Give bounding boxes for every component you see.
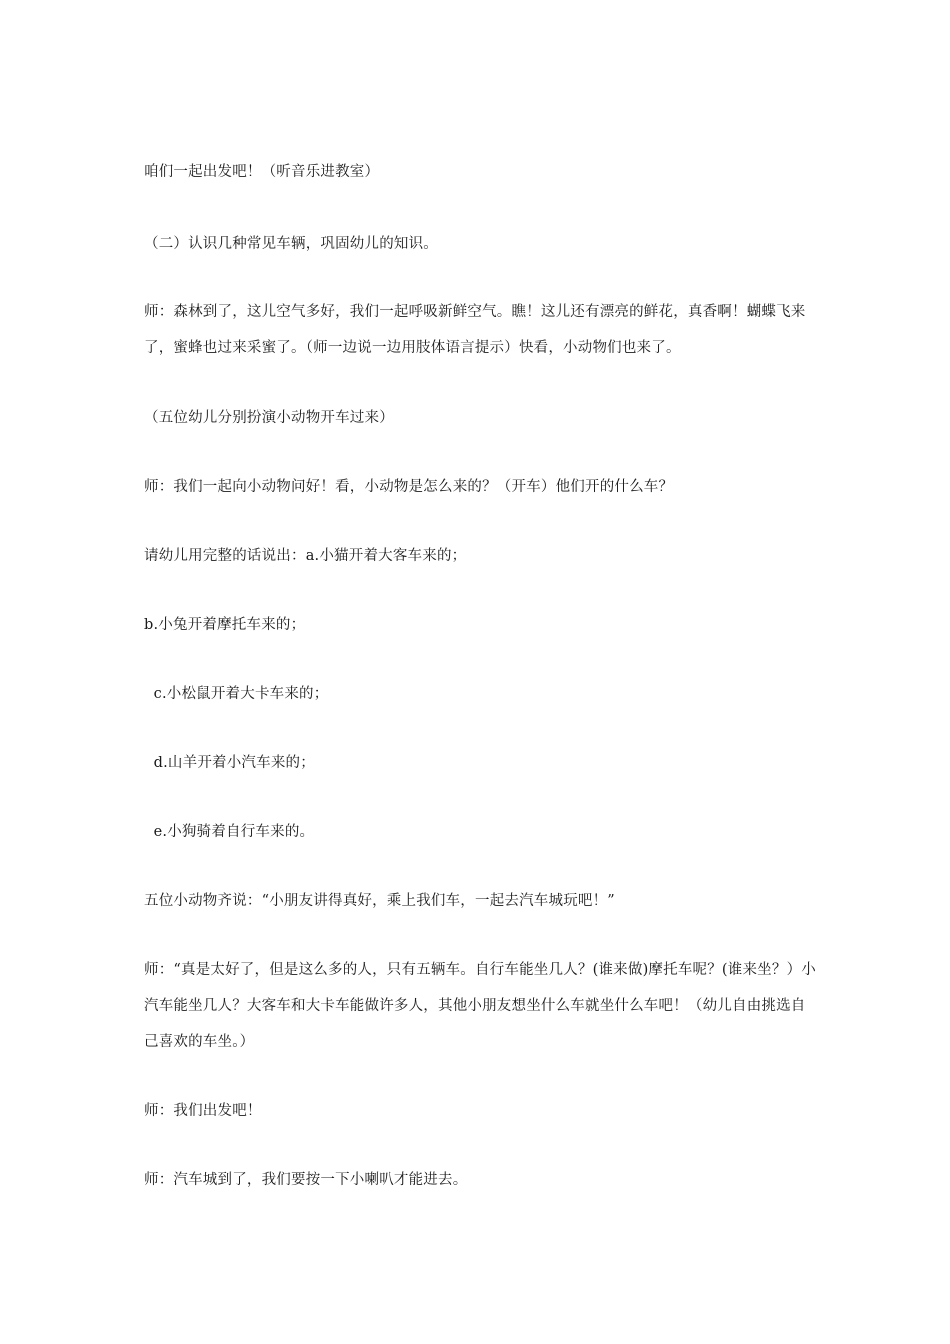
list-item-e: e.小狗骑着自行车来的。 (144, 824, 315, 840)
paragraph-lets-go: 师：我们出发吧！ (144, 1103, 262, 1119)
paragraph-car-city: 师：汽车城到了，我们要按一下小喇叭才能进去。 (144, 1172, 468, 1188)
paragraph-greeting: 师：我们一起向小动物问好！看，小动物是怎么来的？（开车）他们开的什么车？ (144, 479, 674, 495)
list-item-d: d.山羊开着小汽车来的； (144, 755, 315, 771)
list-item-a: 请幼儿用完整的话说出：a.小猫开着大客车来的； (144, 548, 467, 564)
paragraph-children-roleplay: （五位幼儿分别扮演小动物开车过来） (144, 410, 394, 426)
paragraph-animals-speak: 五位小动物齐说：“小朋友讲得真好，乘上我们车，一起去汽车城玩吧！” (144, 893, 615, 909)
paragraph-vehicle-seats: 师：“真是太好了，但是这么多的人，只有五辆车。自行车能坐几人？(谁来做)摩托车呢？(谁来坐？）小汽车能坐几人？大客车和大卡车能做许多人，其他小朋友想坐什么车就坐什么车吧！（幼儿自由挑选自己喜欢的车坐。） (144, 962, 816, 1050)
paragraph-forest: 师：森林到了，这儿空气多好，我们一起呼吸新鲜空气。瞧！这儿还有漂亮的鲜花，真香啊！蝴蝶飞来了，蜜蜂也过来采蜜了。（师一边说一边用肢体语言提示）快看，小动物们也来了。 (144, 304, 806, 356)
list-item-b: b.小兔开着摩托车来的； (144, 617, 306, 633)
paragraph-section-heading: （二）认识几种常见车辆，巩固幼儿的知识。 (144, 236, 438, 252)
paragraph-depart: 咱们一起出发吧！（听音乐进教室） (144, 164, 380, 180)
list-item-c: c.小松鼠开着大卡车来的； (144, 686, 329, 702)
